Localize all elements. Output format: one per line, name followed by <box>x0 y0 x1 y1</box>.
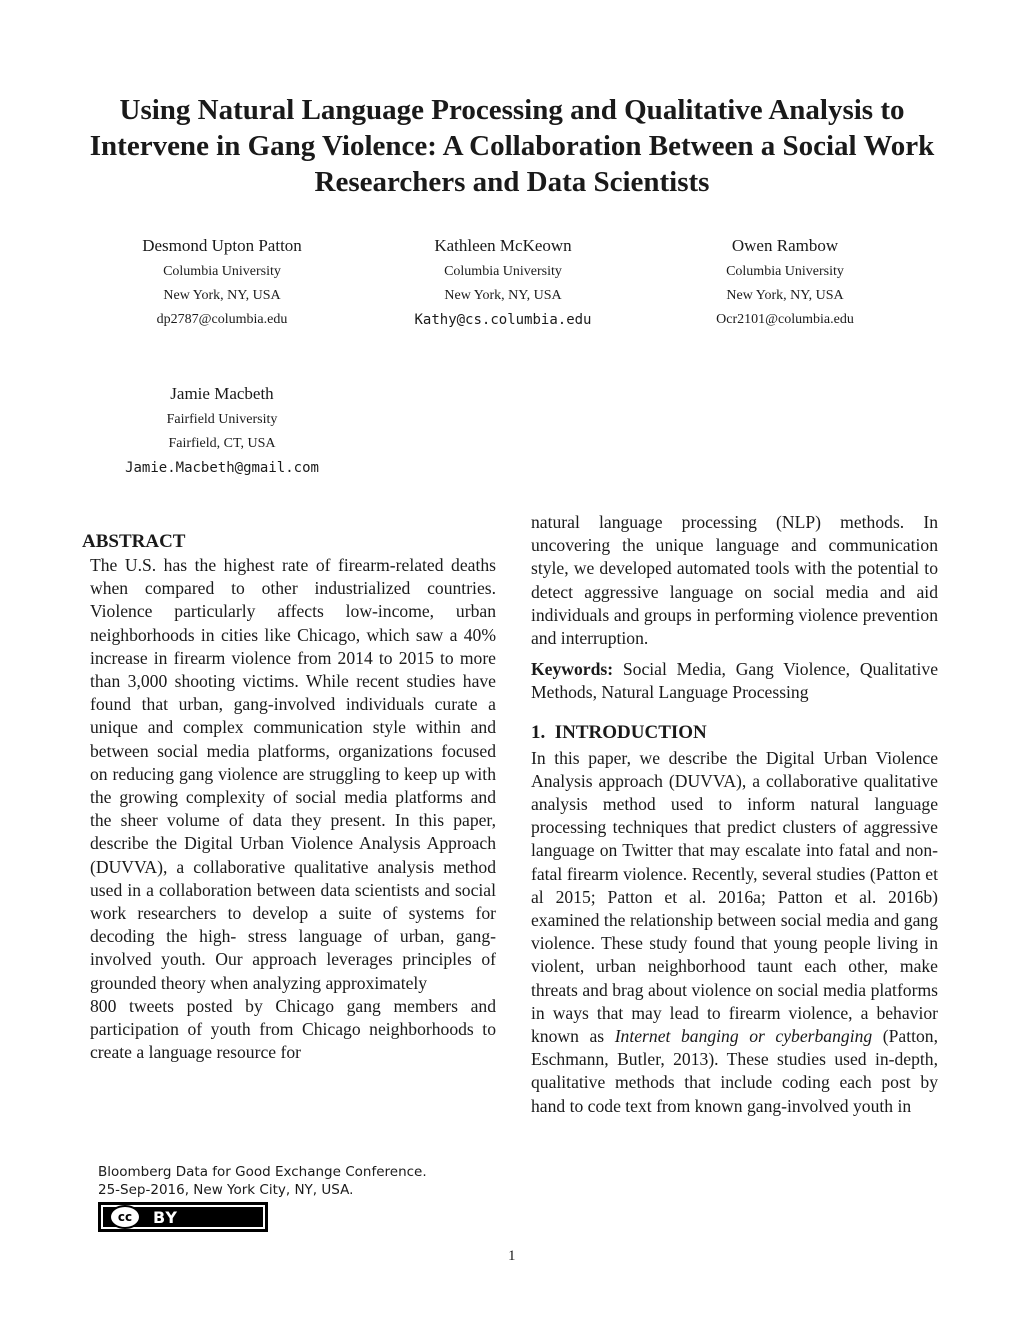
author-block <box>72 382 372 480</box>
author-email: Ocr2101@columbia.edu <box>716 312 854 327</box>
conference-footer <box>98 1163 518 1199</box>
paper-title: Using Natural Language Processing and Qualitative Analysis to Intervene in Gang Violence: A Collaboration Between a Social Work Researchers and Data Scientists <box>89 94 935 198</box>
introduction-paragraph <box>531 747 938 1118</box>
conference-name: Bloomberg Data for Good Exchange Conference. <box>98 1164 427 1180</box>
abstract-continued: natural language processing (NLP) methods. In uncovering the unique language and communication style, we developed automated tools with the potential to detect aggressive language on social media and aid individuals and groups in performing violence prevention and interruption. <box>531 512 938 649</box>
author-block <box>635 234 935 332</box>
right-column <box>531 511 938 1118</box>
cc-by-license-badge <box>98 1202 268 1232</box>
author-location: New York, NY, USA <box>163 288 281 303</box>
author-location: Fairfield, CT, USA <box>168 436 276 451</box>
author-email: Kathy@cs.columbia.edu <box>414 312 592 328</box>
author-name: Kathleen McKeown <box>434 236 572 255</box>
author-name: Desmond Upton Patton <box>142 236 302 255</box>
abstract-heading: ABSTRACT <box>82 531 186 552</box>
author-email: dp2787@columbia.edu <box>156 312 288 327</box>
author-email: Jamie.Macbeth@gmail.com <box>125 460 319 476</box>
author-location: New York, NY, USA <box>444 288 562 303</box>
author-block <box>353 234 653 332</box>
author-location: New York, NY, USA <box>726 288 844 303</box>
keywords <box>531 658 938 704</box>
intro-italic-term: Internet banging or cyberbanging <box>614 1026 873 1047</box>
author-name: Owen Rambow <box>731 236 839 255</box>
keywords-label: Keywords: <box>531 659 614 680</box>
author-name: Jamie Macbeth <box>170 384 274 403</box>
author-block <box>72 234 372 332</box>
author-affiliation: Columbia University <box>163 264 281 279</box>
by-label: BY <box>153 1207 178 1227</box>
intro-text: (Patton, Eschmann, Butler, 2013). These studies used in-depth, qualitative methods that include coding each post by hand to code text from known gang-involved youth in <box>531 1026 938 1116</box>
cc-icon: cc <box>109 1205 141 1229</box>
author-affiliation: Fairfield University <box>166 412 278 427</box>
introduction-heading: 1. INTRODUCTION <box>531 721 707 743</box>
author-affiliation: Columbia University <box>726 264 844 279</box>
left-column <box>82 530 496 1064</box>
conference-date-location: 25-Sep-2016, New York City, NY, USA. <box>98 1182 354 1198</box>
abstract-paragraph: The U.S. has the highest rate of firearm-related deaths when compared to other industrialized countries. Violence particularly affects low-income, urban neighborhoods in cities like Chicago, which saw a 40% increase in firearm violence from 2014 to 2015 to more than 3,000 shooting victims. While recent studies have found that urban, gang-involved individuals curate a unique and complex communication style within and between social media platforms, organizations focused on reducing gang violence are struggling to keep up with the growing complexity of social media platforms and the sheer volume of data they present. In this paper, describe the Digital Urban Violence Analysis Approach (DUVVA), a collaborative qualitative analysis method used in a collaboration between data scientists and social work researchers to develop a suite of systems for decoding the high- stress language of urban, gang-involved youth. Our approach leverages principles of grounded theory when analyzing approximately <box>90 555 496 993</box>
intro-text: In this paper, we describe the Digital Urban Violence Analysis approach (DUVVA), a collaborative qualitative analysis method used to inform natural language processing techniques that predict clusters of aggressive language on Twitter that may escalate into fatal and non-fatal firearm violence. Recently, several studies (Patton et al 2015; Patton et al. 2016a; Patton et al. 2016b) examined the relationship between social media and gang violence. These study found that young people living in violent, urban neighborhood taunt each other, make threats and brag about violence on social media platforms in ways that may lead to firearm violence, a behavior known as <box>531 747 938 1047</box>
page-number: 1 <box>508 1248 516 1264</box>
keywords-text: Social Media, Gang Violence, Qualitative Methods, Natural Language Processing <box>531 659 938 703</box>
abstract-paragraph: 800 tweets posted by Chicago gang members and participation of youth from Chicago neighborhoods to create a language resource for <box>90 995 496 1063</box>
author-affiliation: Columbia University <box>444 264 562 279</box>
